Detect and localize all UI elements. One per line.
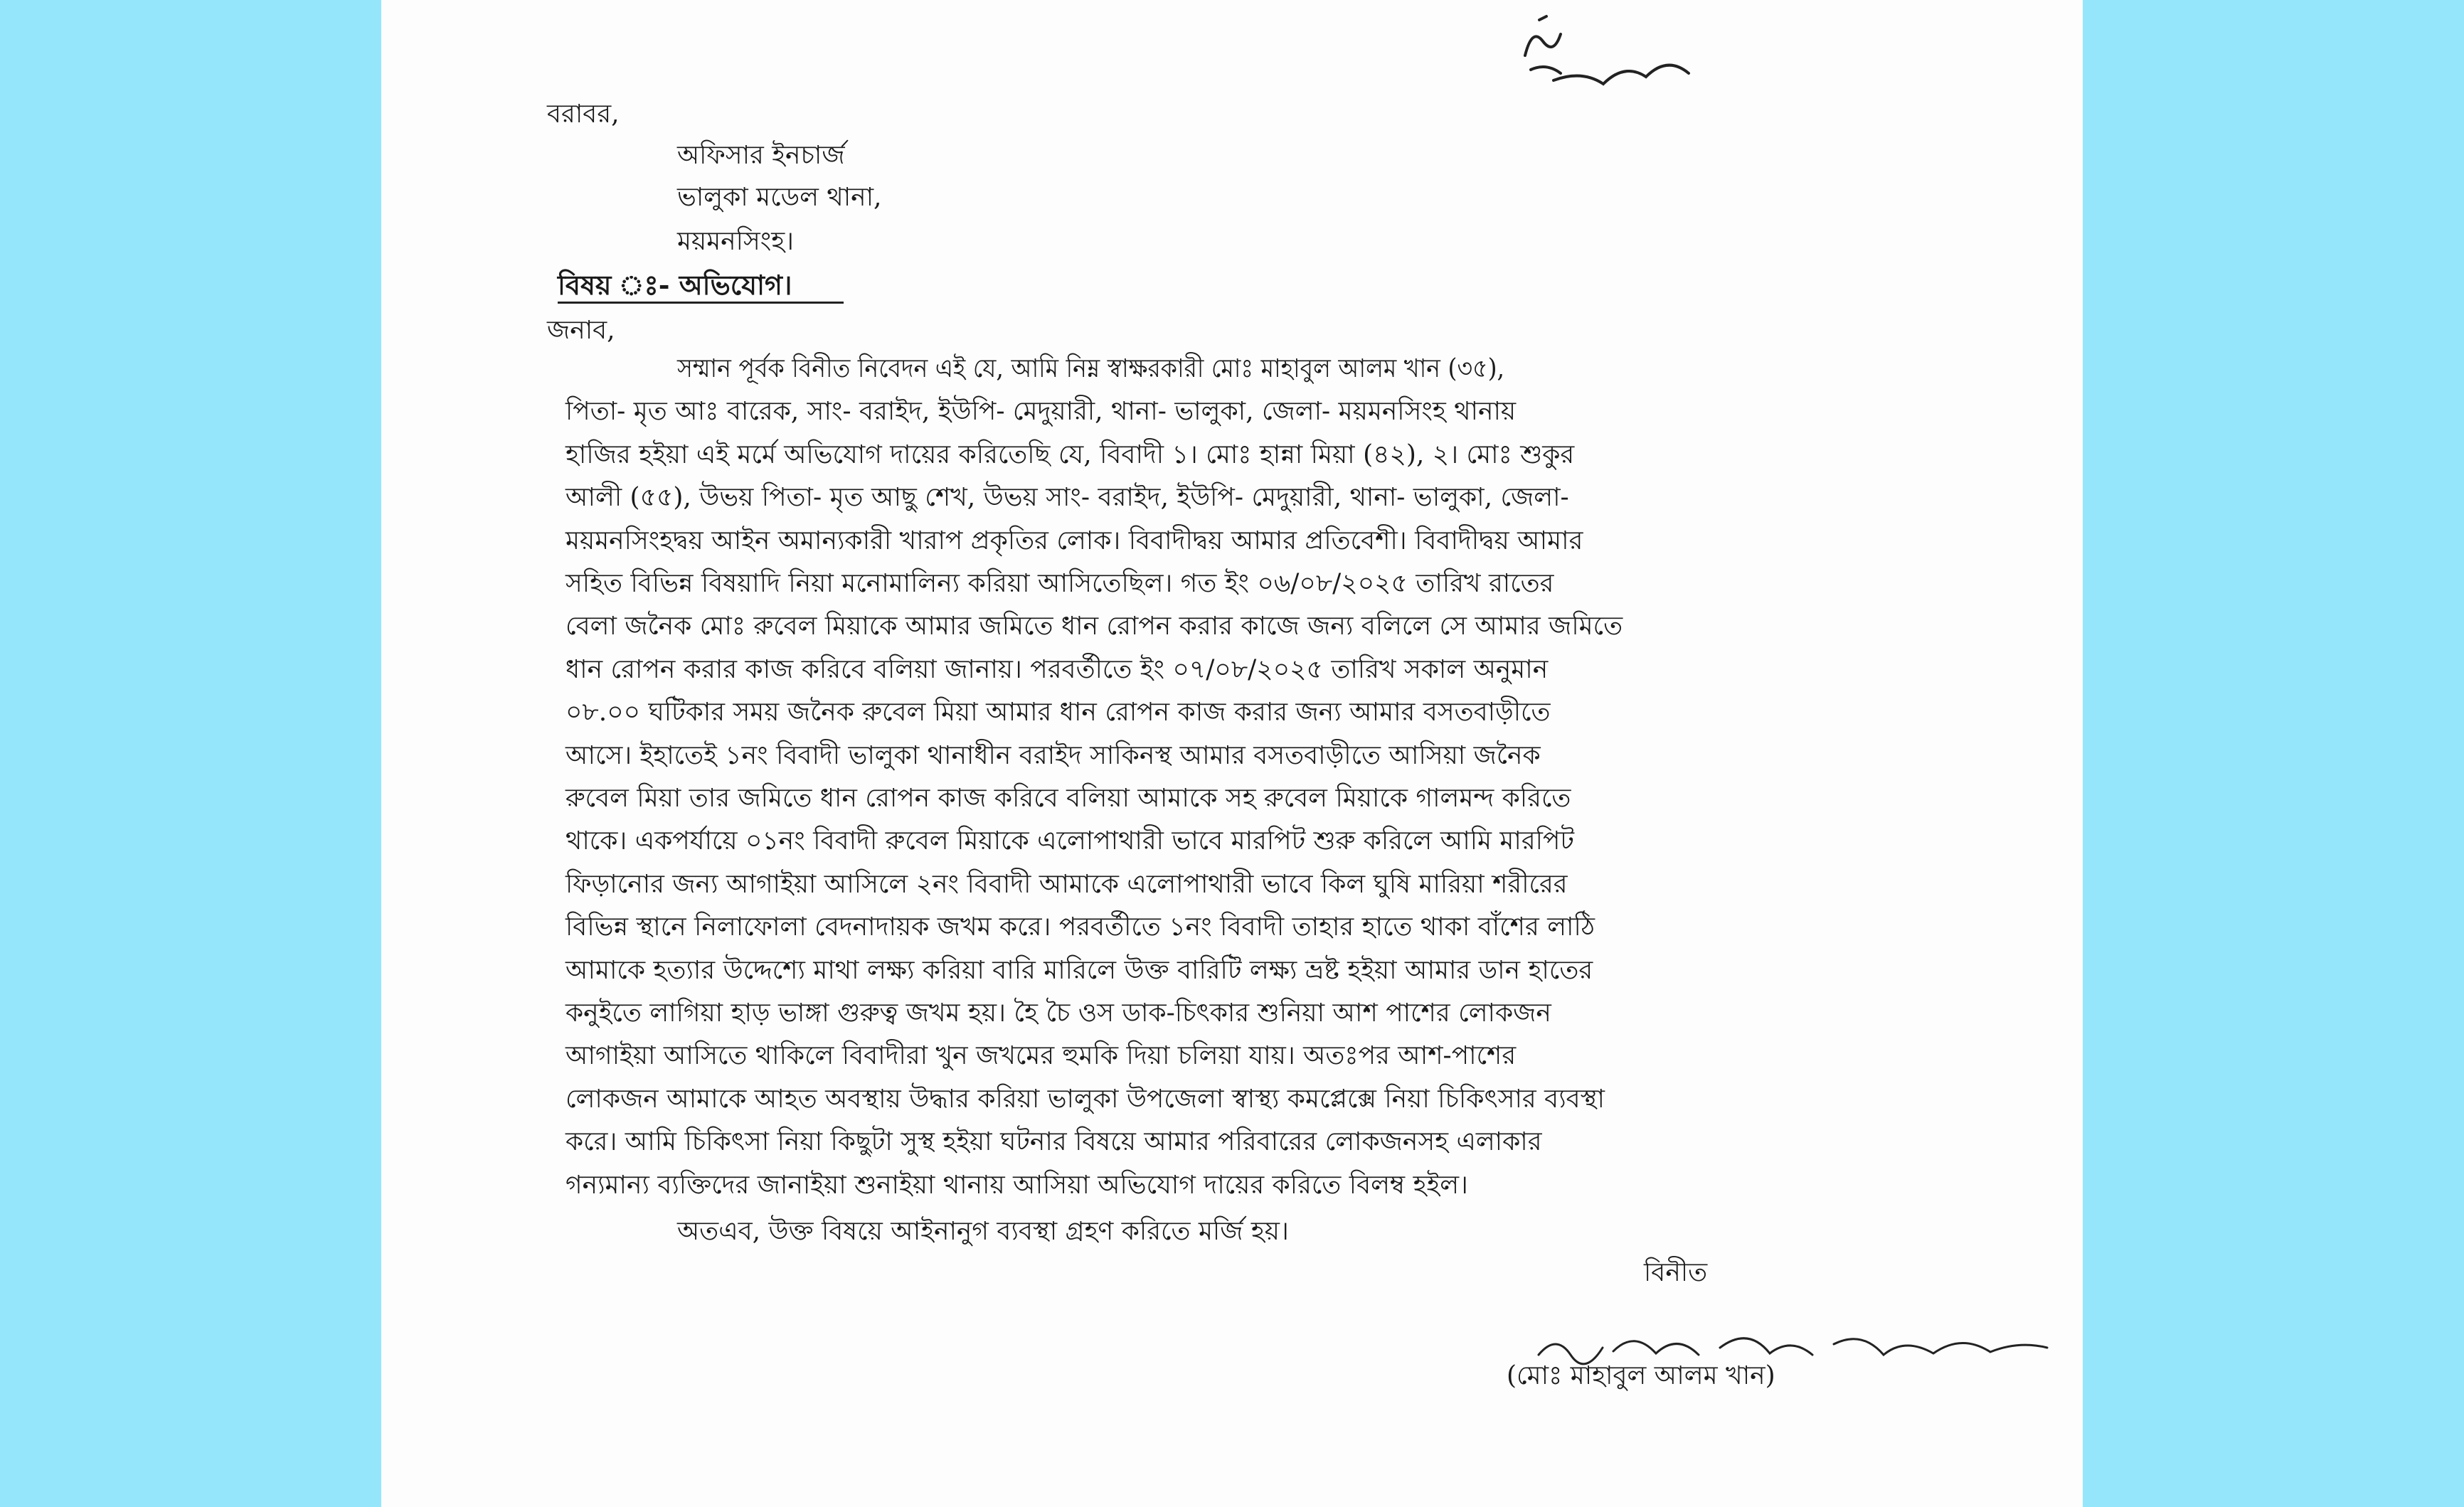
body-line: ময়মনসিংহদ্বয় আইন অমান্যকারী খারাপ প্রকৃতির লোক। বিবাদীদ্বয় আমার প্রতিবেশী। বিবাদীদ্বয় আমার: [565, 526, 1583, 555]
body-line: আসে। ইহাতেই ১নং বিবাদী ভালুকা থানাধীন বরাইদ সাকিনস্থ আমার বসতবাড়ীতে আসিয়া জনৈক: [565, 740, 1541, 770]
subject-underline: [558, 302, 844, 304]
body-line: আগাইয়া আসিতে থাকিলে বিবাদীরা খুন জখমের হুমকি দিয়া চলিয়া যায়। অতঃপর আশ-পাশের: [565, 1041, 1517, 1071]
body-line: পিতা- মৃত আঃ বারেক, সাং- বরাইদ, ইউপি- মেদুয়ারী, থানা- ভালুকা, জেলা- ময়মনসিংহ থানায়: [565, 397, 1517, 427]
salutation-to: বরাবর,: [547, 100, 620, 129]
recipient-district: ময়মনসিংহ।: [677, 227, 795, 256]
body-line: লোকজন আমাকে আহত অবস্থায় উদ্ধার করিয়া ভালুকা উপজেলা স্বাস্থ্য কমপ্লেক্সে নিয়া চিকিৎসার ব্যবস্থা: [565, 1084, 1605, 1114]
recipient-title: অফিসার ইনচার্জ: [677, 141, 845, 170]
body-line: আমাকে হত্যার উদ্দেশ্যে মাথা লক্ষ্য করিয়া বারি মারিলে উক্ত বারিটি লক্ষ্য ভ্রষ্ট হইয়া আমার ডান হাতের: [565, 955, 1593, 985]
closing-request: অতএব, উক্ত বিষয়ে আইনানুগ ব্যবস্থা গ্রহণ করিতে মর্জি হয়।: [677, 1217, 1289, 1246]
letter-page: [381, 0, 2083, 1507]
signature-name: (মোঃ মাহাবুল আলম খান): [1507, 1361, 1775, 1390]
valediction: বিনীত: [1644, 1258, 1708, 1287]
body-line: ফিড়ানোর জন্য আগাইয়া আসিলে ২নং বিবাদী আমাকে এলোপাথারী ভাবে কিল ঘুষি মারিয়া শরীরের: [565, 869, 1568, 899]
body-line: সহিত বিভিন্ন বিষয়াদি নিয়া মনোমালিন্য করিয়া আসিতেছিল। গত ইং ০৬/০৮/২০২৫ তারিখ রাতের: [565, 569, 1554, 598]
subject-line: বিষয় ঃ- অভিযোগ।: [558, 269, 792, 301]
greeting: জনাব,: [547, 316, 615, 345]
body-line: বিভিন্ন স্থানে নিলাফোলা বেদনাদায়ক জখম করে। পরবর্তীতে ১নং বিবাদী তাহার হাতে থাকা বাঁশের লাঠি: [565, 912, 1595, 942]
recipient-station: ভালুকা মডেল থানা,: [677, 183, 882, 212]
body-line: আলী (৫৫), উভয় পিতা- মৃত আছু শেখ, উভয় সাং- বরাইদ, ইউপি- মেদুয়ারী, থানা- ভালুকা, জেলা-: [565, 483, 1569, 513]
body-line: সম্মান পূর্বক বিনীত নিবেদন এই যে, আমি নিম্ন স্বাক্ষরকারী মোঃ মাহাবুল আলম খান (৩৫),: [677, 354, 1505, 383]
body-line: করে। আমি চিকিৎসা নিয়া কিছুটা সুস্থ হইয়া ঘটনার বিষয়ে আমার পরিবারের লোকজনসহ এলাকার: [565, 1127, 1542, 1157]
handwritten-initial-mark: [1518, 13, 1703, 98]
body-line: ধান রোপন করার কাজ করিবে বলিয়া জানায়। পরবর্তীতে ইং ০৭/০৮/২০২৫ তারিখ সকাল অনুমান: [565, 654, 1549, 684]
body-line: থাকে। একপর্যায়ে ০১নং বিবাদী রুবেল মিয়াকে এলোপাথারী ভাবে মারপিট শুরু করিলে আমি মারপিট: [565, 826, 1575, 856]
body-line: রুবেল মিয়া তার জমিতে ধান রোপন কাজ করিবে বলিয়া আমাকে সহ রুবেল মিয়াকে গালমন্দ করিতে: [565, 784, 1571, 813]
body-line: কনুইতে লাগিয়া হাড় ভাঙ্গা গুরুত্ব জখম হয়। হৈ চৈ ওস ডাক-চিৎকার শুনিয়া আশ পাশের লোকজন: [565, 999, 1551, 1028]
body-line: গন্যমান্য ব্যক্তিদের জানাইয়া শুনাইয়া থানায় আসিয়া অভিযোগ দায়ের করিতে বিলম্ব হইল।: [565, 1170, 1468, 1200]
body-line: বেলা জনৈক মোঃ রুবেল মিয়াকে আমার জমিতে ধান রোপন করার কাজে জন্য বলিলে সে আমার জমিতে: [565, 612, 1623, 641]
body-line: ০৮.০০ ঘটিকার সময় জনৈক রুবেল মিয়া আমার ধান রোপন কাজ করার জন্য আমার বসতবাড়ীতে: [565, 698, 1551, 728]
body-line: হাজির হইয়া এই মর্মে অভিযোগ দায়ের করিতেছি যে, বিবাদী ১। মোঃ হান্না মিয়া (৪২), ২। মোঃ শুকুর: [565, 440, 1575, 469]
